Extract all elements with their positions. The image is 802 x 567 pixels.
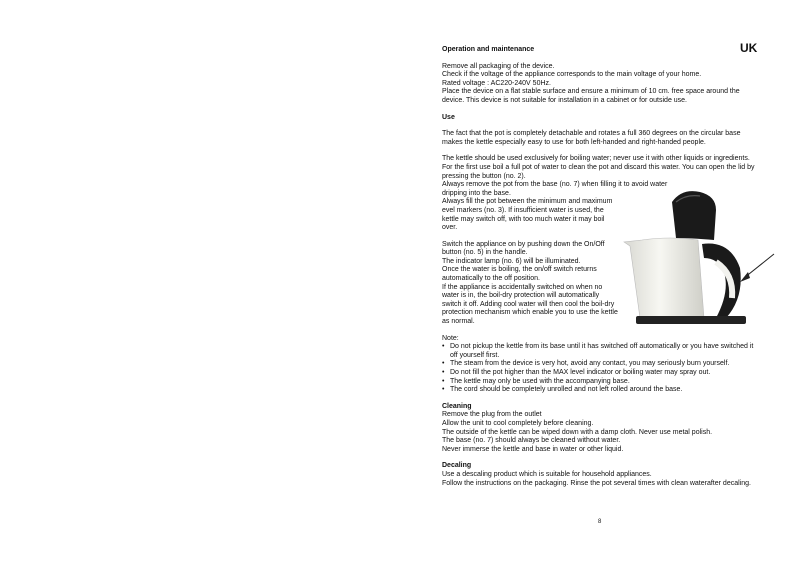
use-paragraph: The kettle should be used exclusively for boiling water; never use it with other liquids or ingredients. For the first use boil a full pot of water to clean the pot and discard this water. You can open the lid by pressing the button (no. 2). [442,155,755,180]
operation-line: Place the device on a flat stable surface and ensure a minimum of 10 cm. free space around the device. This device is not suitable for installation in a cabinet or for outside use. [442,88,740,104]
decaling-line: Follow the instructions on the packaging. Rinse the pot several times with clean waterafter decaling. [442,479,751,487]
use-paragraph: Once the water is boiling, the on/off switch returns automatically to the off position. [442,266,597,283]
use-paragraph: Always remove the pot from the base (no. 7) when filling it to avoid water dripping into the base. [442,181,668,197]
decaling-heading: Decaling [442,462,472,470]
operation-line: Check if the voltage of the appliance corresponds to the main voltage of your home. [442,71,702,79]
language-label: UK [740,41,758,55]
note-heading: Note: [442,334,459,342]
page-number: 8 [598,519,602,525]
note-item: • The cord should be completely unrolled and not left rolled around the base. [442,386,760,395]
note-item: • The kettle may only be used with the accompanying base. [442,378,760,387]
operation-line: Remove all packaging of the device. [442,62,555,70]
cleaning-line: The outside of the kettle can be wiped down with a damp cloth. Never use metal polish. [442,428,713,436]
note-item: • The steam from the device is very hot, avoid any contact, you may seriously burn yourself. [442,360,760,369]
use-paragraph: If the appliance is accidentally switched on when no water is in, the boil-dry protection will automatically switch it off. Adding cool water will then cool the boil-dry protection mechanism which enable you to use the kettle as normal. [442,283,618,326]
use-paragraph: Switch the appliance on by pushing down the On/Off button (no. 5) in the handle. [442,240,605,257]
use-paragraph: The fact that the pot is completely detachable and rotates a full 360 degrees on the circular base makes the kettle especially easy to use for both left-handed and right-handed people. [442,130,741,146]
cleaning-heading: Cleaning [442,402,472,410]
note-item: • Do not pickup the kettle from its base until it has switched off automatically or you have switched it off yourself first. [442,343,760,360]
operation-line: Rated voltage : AC220-240V 50Hz. [442,79,551,87]
operation-heading: Operation and maintenance [442,46,535,53]
note-item: • Do not fill the pot higher than the MAX level indicator or boiling water may spray out. [442,369,760,378]
cleaning-line: Allow the unit to cool completely before cleaning. [442,419,594,427]
cleaning-line: The base (no. 7) should always be cleaned without water. [442,437,621,445]
cleaning-line: Never immerse the kettle and base in water or other liquid. [442,445,624,453]
cleaning-line: Remove the plug from the outlet [442,411,542,419]
decaling-line: Use a descaling product which is suitable for household appliances. [442,470,652,478]
use-paragraph: Always fill the pot between the minimum and maximum evel markers (no. 3). If insufficient water is used, the kettle may switch off, with too much water it may boil over. [442,198,613,232]
use-paragraph: The indicator lamp (no. 6) will be illuminated. [442,257,581,265]
note-list [442,343,760,395]
use-heading: Use [442,113,455,121]
kettle-image [620,188,776,326]
